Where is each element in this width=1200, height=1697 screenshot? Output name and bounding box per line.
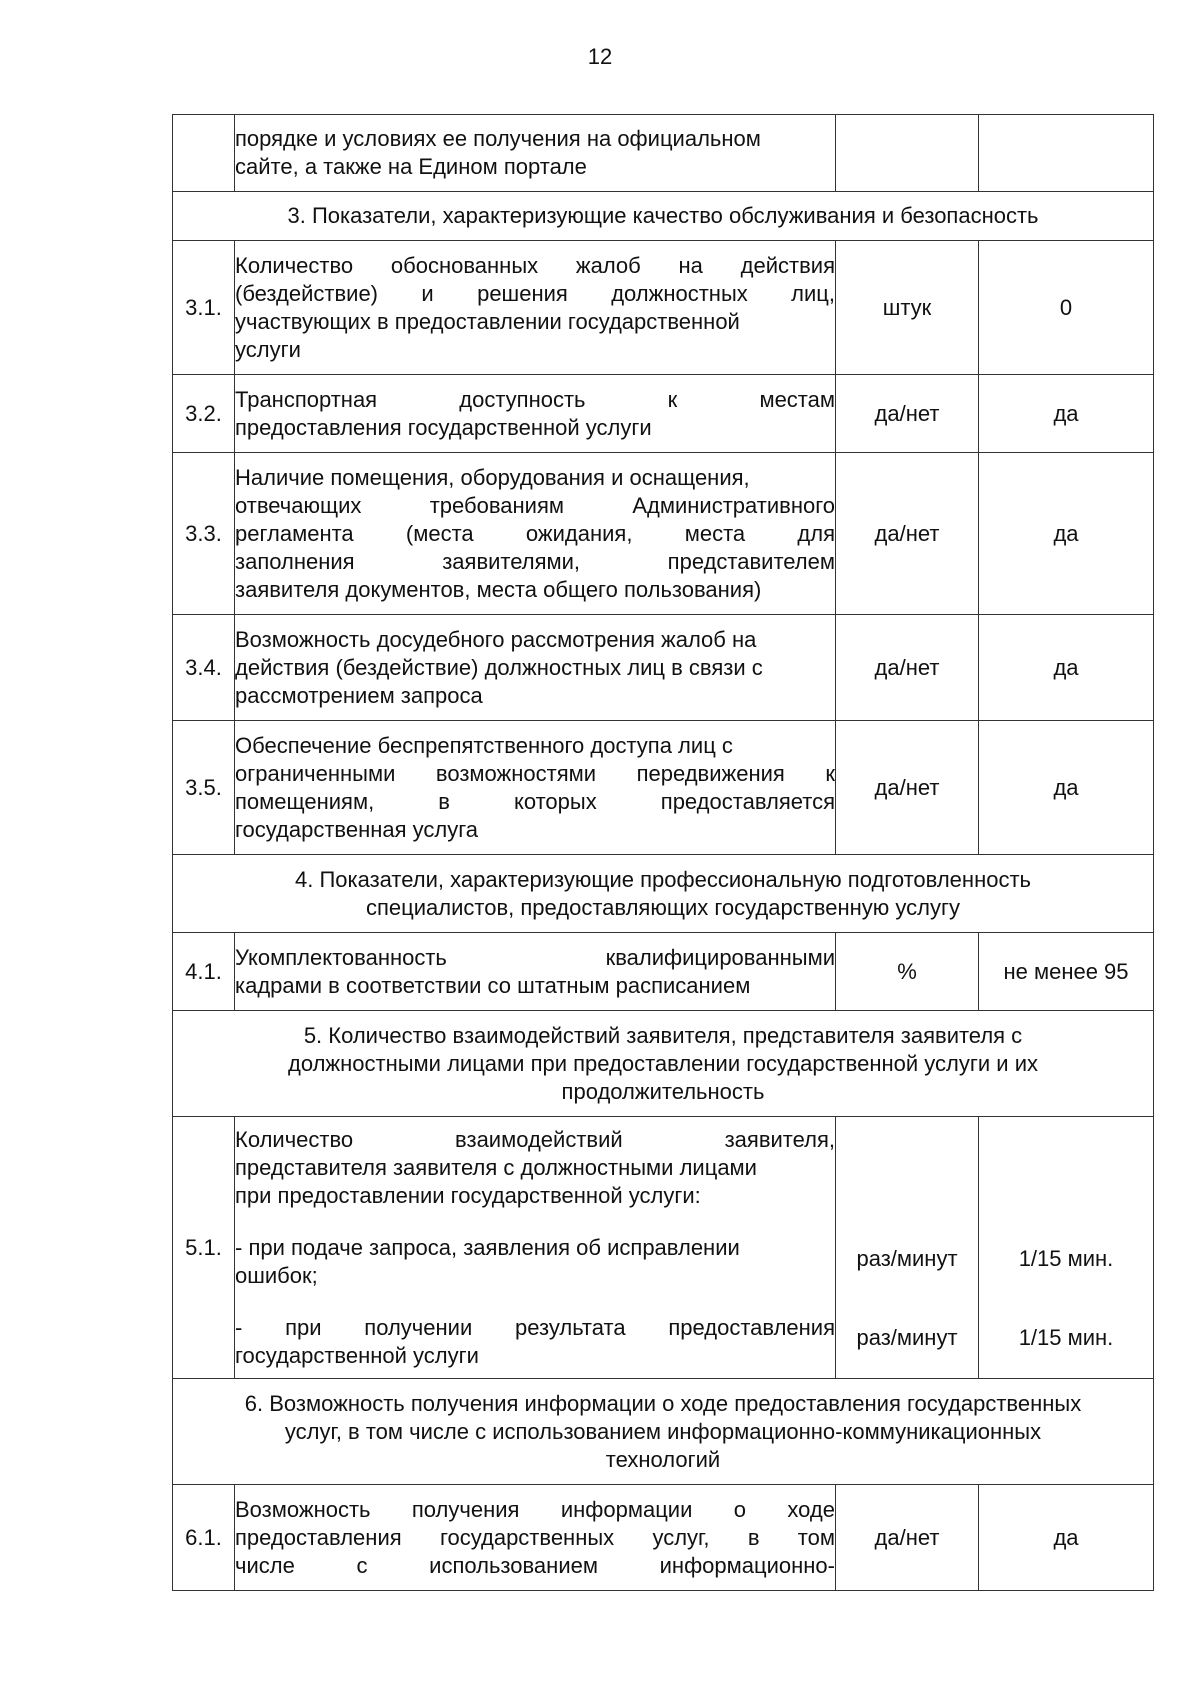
row-unit: да/нет [836, 615, 979, 721]
description-line: сайте, а также на Едином портале [235, 154, 587, 179]
row-description [235, 241, 836, 375]
description-line: отвечающих требованиям Административного [235, 492, 835, 518]
description-line: кадрами в соответствии со штатным расписанием [235, 972, 751, 998]
unit-item2: раз/минут [856, 1325, 958, 1350]
row-unit: да/нет [836, 1485, 979, 1591]
section-title [173, 1011, 1154, 1117]
description-line: Возможность досудебного рассмотрения жалоб на [235, 626, 757, 652]
row-description [235, 933, 836, 1011]
row-unit: да/нет [836, 453, 979, 615]
row-number: 3.3. [173, 453, 235, 615]
table-row [173, 615, 1154, 721]
table-row [173, 933, 1154, 1011]
row-description [235, 375, 836, 453]
section-header-row [173, 192, 1154, 241]
row-description [235, 115, 836, 192]
description-line: представителя заявителя с должностными лицами [235, 1154, 757, 1180]
row-number: 6.1. [173, 1485, 235, 1591]
row-description [235, 1117, 836, 1379]
section-title-line: продолжительность [561, 1078, 765, 1104]
description-line: ошибок; [235, 1262, 318, 1288]
page-number: 12 [587, 44, 613, 69]
table-row-continuation [173, 115, 1154, 192]
table-row [173, 721, 1154, 855]
description-line: предоставления государственных услуг, в том [235, 1524, 835, 1550]
table-row [173, 375, 1154, 453]
row-number: 3.2. [173, 375, 235, 453]
section-title [173, 855, 1154, 933]
description-line: ограниченными возможностями передвижения к [235, 760, 835, 786]
row-description [235, 453, 836, 615]
description-line: Транспортная доступность к местам [235, 386, 835, 412]
description-line: заявителя документов, места общего пользования) [235, 576, 762, 602]
row-value: да [979, 615, 1154, 721]
row-number-cell [173, 115, 235, 192]
description-line: при предоставлении государственной услуги: [235, 1182, 701, 1208]
description-line: регламента (места ожидания, места для [235, 520, 835, 546]
row-value [979, 115, 1154, 192]
description-line: Укомплектованность квалифицированными [235, 944, 835, 970]
section-header-row [173, 1379, 1154, 1485]
indicators-table [172, 114, 1154, 1591]
section-title-line: 4. Показатели, характеризующие профессиональную подготовленность [294, 866, 1031, 892]
row-unit: да/нет [836, 721, 979, 855]
section-title: 3. Показатели, характеризующие качество обслуживания и безопасность [173, 192, 1154, 241]
description-line: - при получении результата предоставления [235, 1314, 835, 1340]
description-line: действия (бездействие) должностных лиц в связи с [235, 654, 763, 680]
row-number: 3.5. [173, 721, 235, 855]
row-value: да [979, 1485, 1154, 1591]
row-value: да [979, 721, 1154, 855]
row-number: 3.1. [173, 241, 235, 375]
row-number: 3.4. [173, 615, 235, 721]
description-line: порядке и условиях ее получения на официальном [235, 126, 761, 151]
table-row [173, 1485, 1154, 1591]
row-value [979, 1117, 1154, 1379]
description-line: услуги [235, 336, 301, 362]
description-line: предоставления государственной услуги [235, 414, 652, 440]
description-line: числе с использованием информационно- [235, 1552, 835, 1578]
value-item1: 1/15 мин. [1018, 1246, 1114, 1271]
description-line: Обеспечение беспрепятственного доступа лиц с [235, 732, 733, 758]
row-unit: % [836, 933, 979, 1011]
description-line: государственная услуга [235, 816, 479, 842]
description-line: - при подаче запроса, заявления об исправлении [235, 1234, 740, 1260]
row-unit [836, 115, 979, 192]
table-row [173, 1117, 1154, 1379]
section-header-row [173, 855, 1154, 933]
section-header-row [173, 1011, 1154, 1117]
description-line: участвующих в предоставлении государственной [235, 308, 740, 334]
description-line: Возможность получения информации о ходе [235, 1496, 835, 1522]
row-value: да [979, 375, 1154, 453]
row-value: 0 [979, 241, 1154, 375]
table-row [173, 241, 1154, 375]
section-title-line: 6. Возможность получения информации о ходе предоставления государственных [244, 1390, 1082, 1416]
row-description [235, 721, 836, 855]
section-title [173, 1379, 1154, 1485]
row-description [235, 615, 836, 721]
section-title-line: должностными лицами при предоставлении государственной услуги и их [287, 1050, 1038, 1076]
section-title-line: специалистов, предоставляющих государственную услугу [366, 894, 960, 920]
description-line: Количество взаимодействий заявителя, [235, 1126, 835, 1152]
description-line: Количество обоснованных жалоб на действия [235, 252, 835, 278]
row-unit: да/нет [836, 375, 979, 453]
row-unit: штук [836, 241, 979, 375]
row-unit [836, 1117, 979, 1379]
row-value: да [979, 453, 1154, 615]
value-item2: 1/15 мин. [1018, 1325, 1114, 1350]
description-line: (бездействие) и решения должностных лиц, [235, 280, 835, 306]
row-number: 4.1. [173, 933, 235, 1011]
section-title-line: 5. Количество взаимодействий заявителя, представителя заявителя с [303, 1022, 1023, 1048]
description-line: заполнения заявителями, представителем [235, 548, 835, 574]
section-title-line: услуг, в том числе с использованием информационно-коммуникационных [284, 1418, 1042, 1444]
table-row [173, 453, 1154, 615]
description-line: государственной услуги [235, 1342, 479, 1368]
row-value: не менее 95 [979, 933, 1154, 1011]
row-number: 5.1. [173, 1117, 235, 1379]
row-description [235, 1485, 836, 1591]
section-title-line: технологий [605, 1446, 721, 1472]
unit-item1: раз/минут [856, 1246, 958, 1271]
description-line: рассмотрением запроса [235, 682, 483, 708]
description-line: Наличие помещения, оборудования и оснащения, [235, 464, 750, 490]
description-line: помещениям, в которых предоставляется [235, 788, 835, 814]
